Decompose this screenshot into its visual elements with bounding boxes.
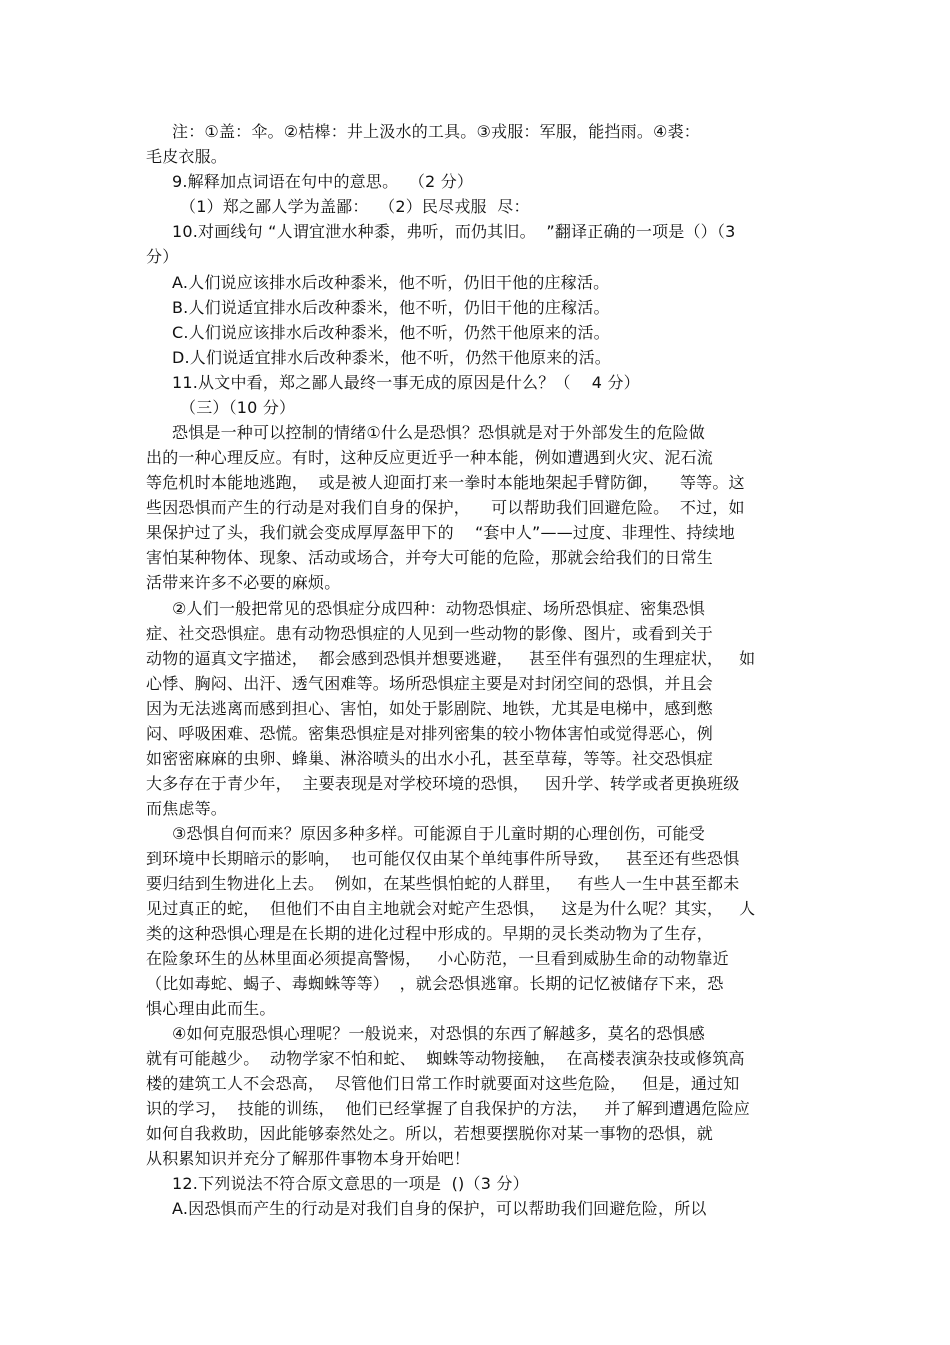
paragraph-line: 大多存在于青少年， 主要表现是对学校环境的恐惧， 因升学、转学或者更换班级 (146, 774, 740, 793)
paragraph-line: 而焦虑等。 (146, 799, 228, 818)
paragraph-line: 恐惧是一种可以控制的情绪①什么是恐惧？恐惧就是对于外部发生的危险做 (172, 423, 705, 442)
paragraph-line: ③恐惧自何而来？原因多种多样。可能源自于儿童时期的心理创伤，可能受 (172, 824, 705, 843)
paragraph-line: 如何自我救助，因此能够泰然处之。所以，若想要摆脱你对某一事物的恐惧，就 (146, 1124, 714, 1143)
paragraph-line: 类的这种恐惧心理是在长期的进化过程中形成的。早期的灵长类动物为了生存， (146, 924, 714, 943)
paragraph-line: 识的学习， 技能的训练， 他们已经掌握了自我保护的方法， 并了解到遭遇危险应 (146, 1099, 751, 1118)
question-12: 12.下列说法不符合原文意思的一项是 ()（3 分） (172, 1174, 529, 1193)
paragraph-line: 如密密麻麻的虫卵、蜂巢、淋浴喷头的出水小孔，甚至草莓，等等。社交恐惧症 (146, 749, 714, 768)
paragraph-line: 就有可能越少。 动物学家不怕和蛇、 蜘蛛等动物接触， 在高楼表演杂技或修筑高 (146, 1049, 745, 1068)
note-line: 注：①盖：伞。②桔槔：井上汲水的工具。③戎服：军服，能挡雨。④裘： (172, 122, 700, 141)
option-b: B.人们说适宜排水后改种黍米，他不听，仍旧干他的庄稼活。 (172, 298, 610, 317)
option-a: A.人们说应该排水后改种黍米，他不听，仍旧干他的庄稼活。 (172, 273, 610, 292)
question-9-items: （1）郑之鄙人学为盖鄙： （2）民尽戎服 尽： (180, 197, 530, 216)
paragraph-line: 要归结到生物进化上去。 例如，在某些惧怕蛇的人群里， 有些人一生中甚至都未 (146, 874, 740, 893)
paragraph-line: 害怕某种物体、现象、活动或场合，并夸大可能的危险，那就会给我们的日常生 (146, 548, 714, 567)
section-heading: （三）（10 分） (180, 398, 296, 417)
paragraph-line: 到环境中长期暗示的影响， 也可能仅仅由某个单纯事件所导致， 甚至还有些恐惧 (146, 849, 740, 868)
paragraph-line: 活带来许多不必要的麻烦。 (146, 573, 341, 592)
paragraph-line: 动物的逼真文字描述， 都会感到恐惧并想要逃避， 甚至伴有强烈的生理症状， 如 (146, 649, 756, 668)
question-9: 9.解释加点词语在句中的意思。 （2 分） (172, 172, 474, 191)
paragraph-line: 在险象环生的丛林里面必须提高警惕， 小心防范，一旦看到威胁生命的动物靠近 (146, 949, 729, 968)
paragraph-line: 症、社交恐惧症。患有动物恐惧症的人见到一些动物的影像、图片，或看到关于 (146, 624, 714, 643)
option-c: C.人们说应该排水后改种黍米，他不听，仍然干他原来的活。 (172, 323, 610, 342)
paragraph-line: 惧心理由此而生。 (146, 999, 276, 1018)
paragraph-line: 果保护过了头，我们就会变成厚厚盔甲下的 “套中人”——过度、非理性、持续地 (146, 523, 735, 542)
question-10-cont: 分） (146, 247, 179, 266)
paragraph-line: 等危机时本能地逃跑， 或是被人迎面打来一拳时本能地架起手臂防御， 等等。这 (146, 473, 745, 492)
paragraph-line: 因为无法逃离而感到担心、害怕，如处于影剧院、地铁，尤其是电梯中，感到憋 (146, 699, 714, 718)
question-10: 10.对画线句 “人谓宜泄水种黍，弗听，而仍其旧。 ”翻译正确的一项是（）（3 (172, 222, 736, 241)
note-line: 毛皮衣服。 (146, 147, 228, 166)
paragraph-line: （比如毒蛇、蝎子、毒蜘蛛等等） ，就会恐惧逃窜。长期的记忆被储存下来，恐 (146, 974, 724, 993)
paragraph-line: ④如何克服恐惧心理呢？一般说来，对恐惧的东西了解越多，莫名的恐惧感 (172, 1024, 705, 1043)
option-a: A.因恐惧而产生的行动是对我们自身的保护，可以帮助我们回避危险，所以 (172, 1199, 707, 1218)
paragraph-line: 楼的建筑工人不会恐高， 尽管他们日常工作时就要面对这些危险， 但是，通过知 (146, 1074, 740, 1093)
question-11: 11.从文中看，郑之鄙人最终一事无成的原因是什么？（ 4 分） (172, 373, 640, 392)
option-d: D.人们说适宜排水后改种黍米，他不听，仍然干他原来的活。 (172, 348, 612, 367)
paragraph-line: 心悸、胸闷、出汗、透气困难等。场所恐惧症主要是对封闭空间的恐惧，并且会 (146, 674, 714, 693)
paragraph-line: 些因恐惧而产生的行动是对我们自身的保护， 可以帮助我们回避危险。 不过，如 (146, 498, 745, 517)
paragraph-line: 出的一种心理反应。有时，这种反应更近乎一种本能，例如遭遇到火灾、泥石流 (146, 448, 714, 467)
paragraph-line: 见过真正的蛇， 但他们不由自主地就会对蛇产生恐惧， 这是为什么呢？其实， 人 (146, 899, 756, 918)
paragraph-line: ②人们一般把常见的恐惧症分成四种：动物恐惧症、场所恐惧症、密集恐惧 (172, 599, 705, 618)
paragraph-line: 从积累知识并充分了解那件事物本身开始吧！ (146, 1149, 471, 1168)
paragraph-line: 闷、呼吸困难、恐慌。密集恐惧症是对排列密集的较小物体害怕或觉得恶心，例 (146, 724, 714, 743)
